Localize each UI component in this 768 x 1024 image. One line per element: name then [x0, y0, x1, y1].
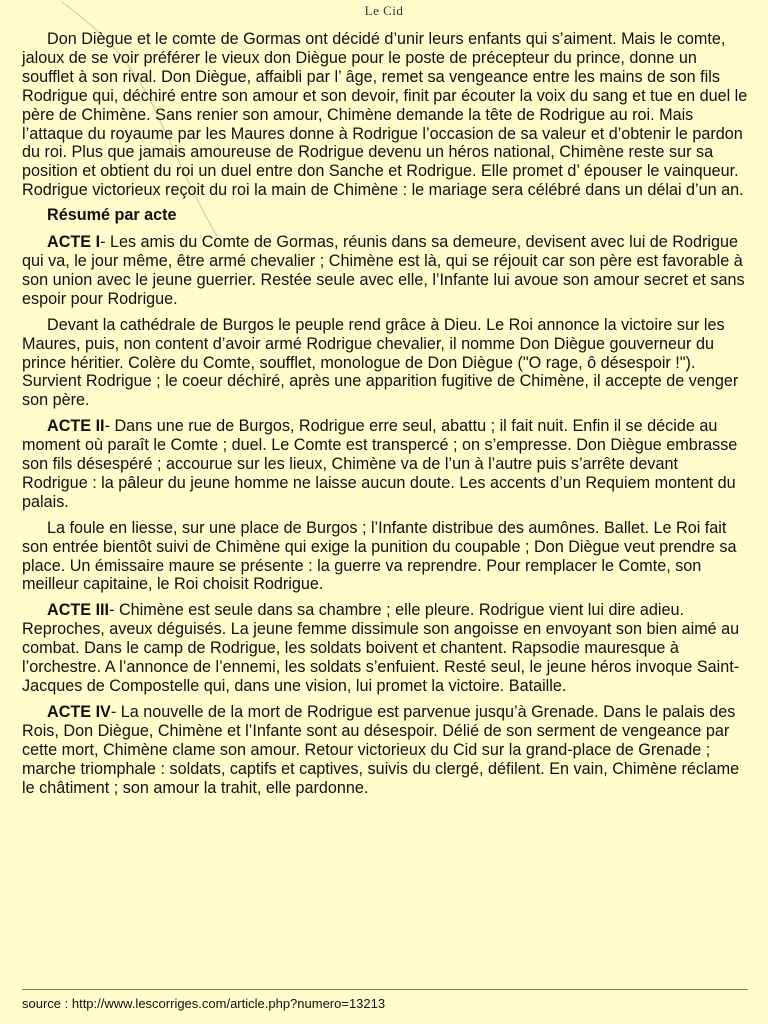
- act-1-continuation: Devant la cathédrale de Burgos le peuple rend grâce à Dieu. Le Roi annonce la victoire sur les Maures, puis, non content d’avoir armé Rodrigue chevalier, il nomme Don Diègue gouverneur du prince héritier. Colère du Comte, soufflet, monologue de Don Diègue ("O rage, ô désespoir !"). Survient Rodrigue ; le coeur déchiré, après une apparition fugitive de Chimène, il accepte de venger son père.: [22, 315, 739, 410]
- act-1-paragraph: [22, 233, 748, 309]
- act-4-text: - La nouvelle de la mort de Rodrigue est parvenue jusqu’à Grenade. Dans le palais des Rois, Don Diègue, Chimène et l’Infante sont au désespoir. Délié de son serment de vengeance par cette mort, Chimène clame son amour. Retour victorieux du Cid sur la grand-place de Grenade ; marche triomphale : soldats, captifs et captives, suivis du clergé, défilent. En vain, Chimène réclame le châtiment ; son amour la trahit, elle pardonne.: [22, 702, 740, 797]
- summary-heading: Résumé par acte: [47, 206, 177, 225]
- act-1-label: ACTE I: [47, 233, 101, 252]
- footer-source-link[interactable]: source : http://www.lescorriges.com/article.php?numero=13213: [22, 996, 386, 1011]
- act-2-continuation: La foule en liesse, sur une place de Burgos ; l’Infante distribue des aumônes. Ballet. Le Roi fait son entrée bientôt suivi de Chimène qui exige la punition du coupable ; Don Diègue veut prendre sa place. Un émissaire maure se présente : la guerre va reprendre. Pour remplacer le Comte, son meilleur capitaine, le Roi choisit Rodrigue.: [22, 518, 737, 594]
- act-3-label: ACTE III: [47, 601, 110, 620]
- act-3-text: - Chimène est seule dans sa chambre ; elle pleure. Rodrigue vient lui dire adieu. Reproches, aveux déguisés. La jeune femme dissimule son angoisse en envoyant son bien aimé au combat. Dans le camp de Rodrigue, les soldats boivent et chantent. Rapsodie mauresque à l’orchestre. A l’annonce de l’ennemi, les soldats s’enfuient. Resté seul, le jeune héros invoque Saint-Jacques de Compostelle qui, dans une vision, lui promet la victoire. Bataille.: [22, 601, 740, 695]
- page-header-title: Le Cid: [364, 3, 404, 18]
- act-3-paragraph: [22, 601, 748, 696]
- intro-paragraph: Don Diègue et le comte de Gormas ont décidé d’unir leurs enfants qui s’aiment. Mais le comte, jaloux de se voir préférer le vieux don Diègue pour le poste de précepteur du prince, donne un soufflet à son rival. Don Diègue, affaibli par l’ âge, remet sa vengeance entre les mains de son fils Rodrigue qui, déchiré entre son amour et son devoir, finit par écouter la voix du sang et tue en duel le père de Chimène. Sans renier son amour, Chimène demande la tête de Rodrigue au roi. Mais l’attaque du royaume par les Maures donne à Rodrigue l’occasion de sa valeur et d’obtenir le pardon du roi. Plus que jamais amoureuse de Rodrigue devenu un héros national, Chimène reste sur sa position et obtient du roi un duel entre don Sanche et Rodrigue. Elle promet d’ épouser le vainqueur. Rodrigue victorieux reçoit du roi la main de Chimène : le mariage sera célébré dans un délai d’un an.: [22, 30, 748, 200]
- act-4-paragraph: [22, 703, 748, 798]
- act-1-text: - Les amis du Comte de Gormas, réunis dans sa demeure, devisent avec lui de Rodrigue qui va, le jour même, être armé chevalier ; Chimène est là, qui se réjouit car son père est favorable à son union avec le jeune guerrier. Restée seule avec elle, l’Infante lui avoue son amour secret et sans espoir pour Rodrigue.: [22, 233, 745, 308]
- document-body: [22, 30, 748, 804]
- footer-divider: [22, 989, 748, 990]
- act-2-text: - Dans une rue de Burgos, Rodrigue erre seul, abattu ; il fait nuit. Enfin il se décide au moment où paraît le Comte ; duel. Le Comte est transpercé ; on s’empresse. Don Diègue embrasse son fils désespéré ; accourue sur les lieux, Chimène va de l’un à l’autre puis s’arrête devant Rodrigue : la pâleur du jeune homme ne laisse aucun doute. Les accents d’un Requiem montent du palais.: [22, 417, 738, 511]
- act-4-label: ACTE IV: [47, 702, 111, 721]
- act-2-label: ACTE II: [47, 417, 105, 436]
- act-2-paragraph: [22, 417, 748, 512]
